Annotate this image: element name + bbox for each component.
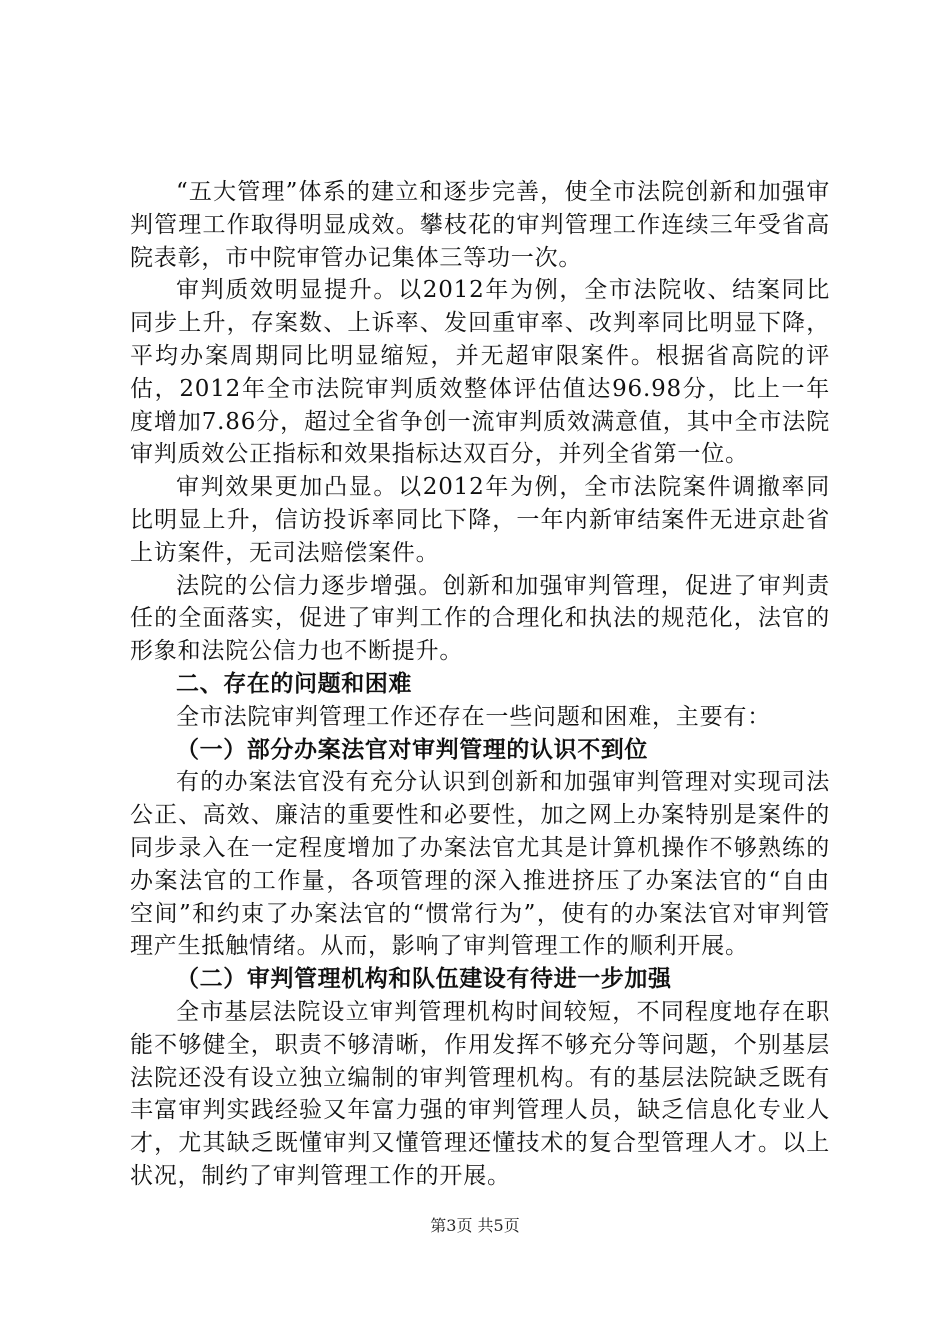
paragraph: 法院的公信力逐步增强。创新和加强审判管理，促进了审判责任的全面落实，促进了审判工作的合理化和执法的规范化，法官的形象和法院公信力也不断提升。 (130, 572, 830, 665)
paragraph: 有的办案法官没有充分认识到创新和加强审判管理对实现司法公正、高效、廉洁的重要性和必要性，加之网上办案特别是案件的同步录入在一定程度增加了办案法官尤其是计算机操作不够熟练的办案法官的工作量，各项管理的深入推进挤压了办案法官的“自由空间”和约束了办案法官的“惯常行为”，使有的办案法官对审判管理产生抵触情绪。从而，影响了审判管理工作的顺利开展。 (130, 769, 830, 960)
subsection-heading: （二）审判管理机构和队伍建设有待进一步加强 (176, 966, 672, 993)
page-number-footer: 第3页 共5页 (430, 1216, 520, 1235)
subsection-heading: （一）部分办案法官对审判管理的认识不到位 (176, 736, 648, 763)
paragraph: 审判质效明显提升。以2012年为例，全市法院收、结案同比同步上升，存案数、上诉率、发回重审率、改判率同比明显下降，平均办案周期同比明显缩短，并无超审限案件。根据省高院的评估，2012年全市法院审判质效整体评估值达96.98分，比上一年度增加7.86分，超过全省争创一流审判质效满意值，其中全市法院审判质效公正指标和效果指标达双百分，并列全省第一位。 (130, 277, 830, 468)
section-heading: 二、存在的问题和困难 (176, 670, 412, 697)
paragraph: “五大管理”体系的建立和逐步完善，使全市法院创新和加强审判管理工作取得明显成效。攀枝花的审判管理工作连续三年受省高院表彰，市中院审管办记集体三等功一次。 (130, 179, 830, 271)
paragraph: 全市法院审判管理工作还存在一些问题和困难，主要有： (176, 703, 771, 730)
paragraph: 审判效果更加凸显。以2012年为例，全市法院案件调撤率同比明显上升，信访投诉率同比下降，一年内新审结案件无进京赴省上访案件，无司法赔偿案件。 (130, 474, 830, 566)
document-body (130, 176, 830, 1193)
paragraph: 全市基层法院设立审判管理机构时间较短，不同程度地存在职能不够健全，职责不够清晰，作用发挥不够充分等问题，个别基层法院还没有设立独立编制的审判管理机构。有的基层法院缺乏既有丰富审判实践经验又年富力强的审判管理人员，缺乏信息化专业人才，尤其缺乏既懂审判又懂管理还懂技术的复合型管理人才。以上状况，制约了审判管理工作的开展。 (130, 998, 830, 1189)
